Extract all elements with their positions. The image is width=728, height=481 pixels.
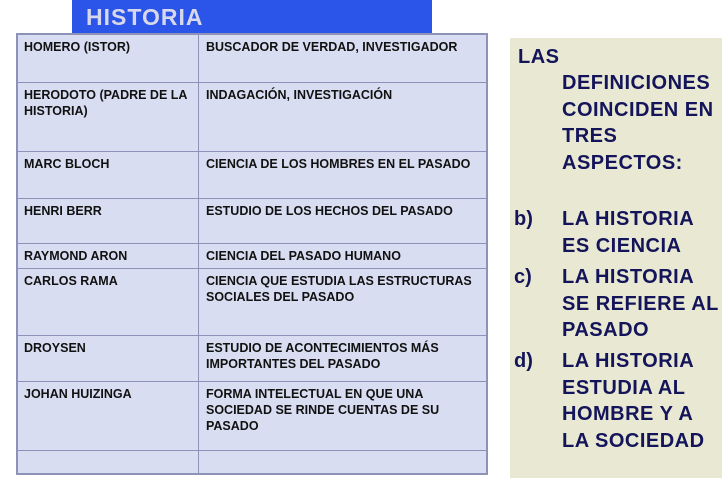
- author-cell: [18, 451, 199, 474]
- author-cell: RAYMOND ARON: [18, 244, 199, 269]
- author-cell: HERODOTO (PADRE DE LA HISTORIA): [18, 83, 199, 152]
- author-cell: DROYSEN: [18, 336, 199, 382]
- list-marker: b): [514, 208, 533, 230]
- summary-intro-rest: DEFINICIONES COINCIDEN EN TRES ASPECTOS:: [562, 72, 714, 174]
- summary-item-text: LA HISTORIA ES CIENCIA: [562, 208, 694, 257]
- table-row: [18, 269, 487, 336]
- definition-cell: FORMA INTELECTUAL EN QUE UNA SOCIEDAD SE RINDE CUENTAS DE SU PASADO: [199, 382, 487, 451]
- definitions-table-container: [16, 33, 488, 475]
- table-row: [18, 244, 487, 269]
- definition-cell: [199, 451, 487, 474]
- definition-cell: INDAGACIÓN, INVESTIGACIÓN: [199, 83, 487, 152]
- table-row: [18, 35, 487, 83]
- summary-intro-first: LAS: [518, 46, 560, 68]
- definition-cell: ESTUDIO DE LOS HECHOS DEL PASADO: [199, 199, 487, 244]
- table-row: [18, 451, 487, 474]
- definition-cell: CIENCIA QUE ESTUDIA LAS ESTRUCTURAS SOCIALES DEL PASADO: [199, 269, 487, 336]
- table-row: [18, 152, 487, 199]
- summary-item-text: LA HISTORIA ESTUDIA AL HOMBRE Y A LA SOCIEDAD: [562, 350, 705, 452]
- definitions-table: [17, 34, 487, 474]
- author-cell: JOHAN HUIZINGA: [18, 382, 199, 451]
- definition-cell: BUSCADOR DE VERDAD, INVESTIGADOR: [199, 35, 487, 83]
- author-cell: HOMERO (ISTOR): [18, 35, 199, 83]
- table-row: [18, 199, 487, 244]
- definition-cell: CIENCIA DEL PASADO HUMANO: [199, 244, 487, 269]
- author-cell: MARC BLOCH: [18, 152, 199, 199]
- author-cell: HENRI BERR: [18, 199, 199, 244]
- author-cell: CARLOS RAMA: [18, 269, 199, 336]
- definition-cell: CIENCIA DE LOS HOMBRES EN EL PASADO: [199, 152, 487, 199]
- page-title: HISTORIA: [86, 4, 204, 30]
- table-row: [18, 382, 487, 451]
- table-row: [18, 336, 487, 382]
- summary-item-text: LA HISTORIA SE REFIERE AL PASADO: [562, 266, 719, 341]
- table-row: [18, 83, 487, 152]
- list-marker: c): [514, 266, 532, 288]
- summary-panel: [510, 38, 722, 478]
- list-marker: d): [514, 350, 533, 372]
- definition-cell: ESTUDIO DE ACONTECIMIENTOS MÁS IMPORTANTES DEL PASADO: [199, 336, 487, 382]
